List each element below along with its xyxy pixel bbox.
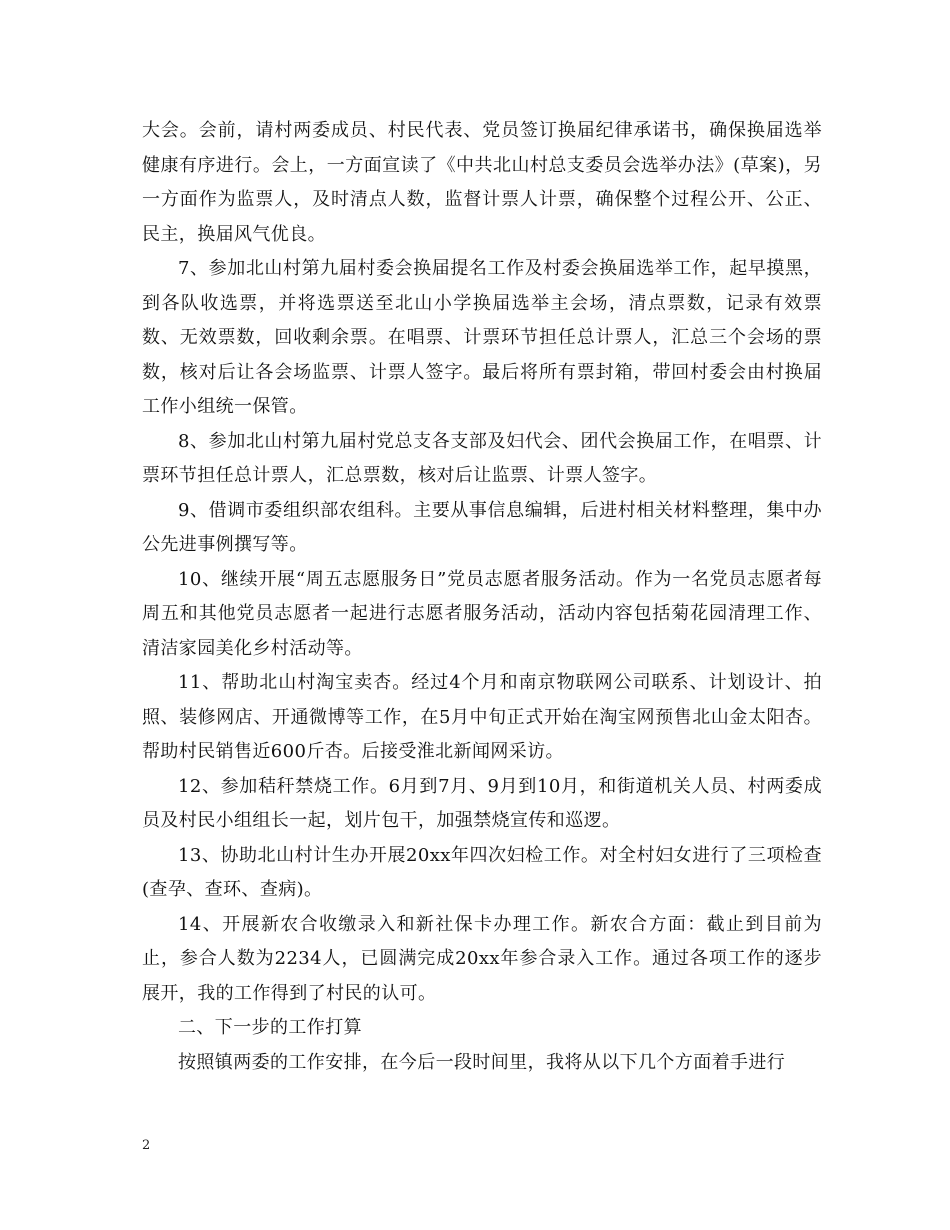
paragraph-item-13: 13、协助北山村计生办开展20xx年四次妇检工作。对全村妇女进行了三项检查(查孕、查环、查病)。 bbox=[142, 844, 822, 900]
paragraph-continuation: 大会。会前，请村两委成员、村民代表、党员签订换届纪律承诺书，确保换届选举健康有序进行。会上，一方面宣读了《中共北山村总支委员会选举办法》(草案)，另一方面作为监票人，及时清点人数，监督计票人计票，确保整个过程公开、公正、民主，换届风气优良。 bbox=[142, 120, 822, 245]
section-heading-next-steps: 二、下一步的工作打算 bbox=[178, 1017, 362, 1038]
paragraph-item-9: 9、借调市委组织部农组科。主要从事信息编辑，后进村相关材料整理，集中办公先进事例撰写等。 bbox=[142, 499, 822, 555]
paragraph-item-7: 7、参加北山村第九届村委会换届提名工作及村委会换届选举工作，起早摸黑，到各队收选票，并将选票送至北山小学换届选举主会场，清点票数，记录有效票数、无效票数，回收剩余票。在唱票、计票环节担任总计票人，汇总三个会场的票数，核对后让各会场监票、计票人签字。最后将所有票封箱，带回村委会由村换届工作小组统一保管。 bbox=[142, 258, 822, 417]
paragraph-item-8: 8、参加北山村第九届村党总支各支部及妇代会、团代会换届工作，在唱票、计票环节担任总计票人，汇总票数，核对后让监票、计票人签字。 bbox=[142, 430, 822, 486]
paragraph-next-steps-intro: 按照镇两委的工作安排，在今后一段时间里，我将从以下几个方面着手进行 bbox=[178, 1051, 786, 1073]
page-number: 2 bbox=[142, 1138, 151, 1153]
paragraph-item-10: 10、继续开展“周五志愿服务日”党员志愿者服务活动。作为一名党员志愿者每周五和其他党员志愿者一起进行志愿者服务活动，活动内容包括菊花园清理工作、清洁家园美化乡村活动等。 bbox=[142, 568, 822, 659]
paragraph-item-12: 12、参加秸秆禁烧工作。6月到7月、9月到10月，和街道机关人员、村两委成员及村民小组组长一起，划片包干，加强禁烧宣传和巡逻。 bbox=[142, 775, 822, 831]
paragraph-item-14: 14、开展新农合收缴录入和新社保卡办理工作。新农合方面：截止到目前为止，参合人数为2234人，已圆满完成20xx年参合录入工作。通过各项工作的逐步展开，我的工作得到了村民的认可。 bbox=[142, 913, 822, 1004]
document-body bbox=[142, 114, 822, 1080]
paragraph-item-11: 11、帮助北山村淘宝卖杏。经过4个月和南京物联网公司联系、计划设计、拍照、装修网店、开通微博等工作，在5月中旬正式开始在淘宝网预售北山金太阳杏。帮助村民销售近600斤杏。后接受淮北新闻网采访。 bbox=[142, 672, 822, 762]
